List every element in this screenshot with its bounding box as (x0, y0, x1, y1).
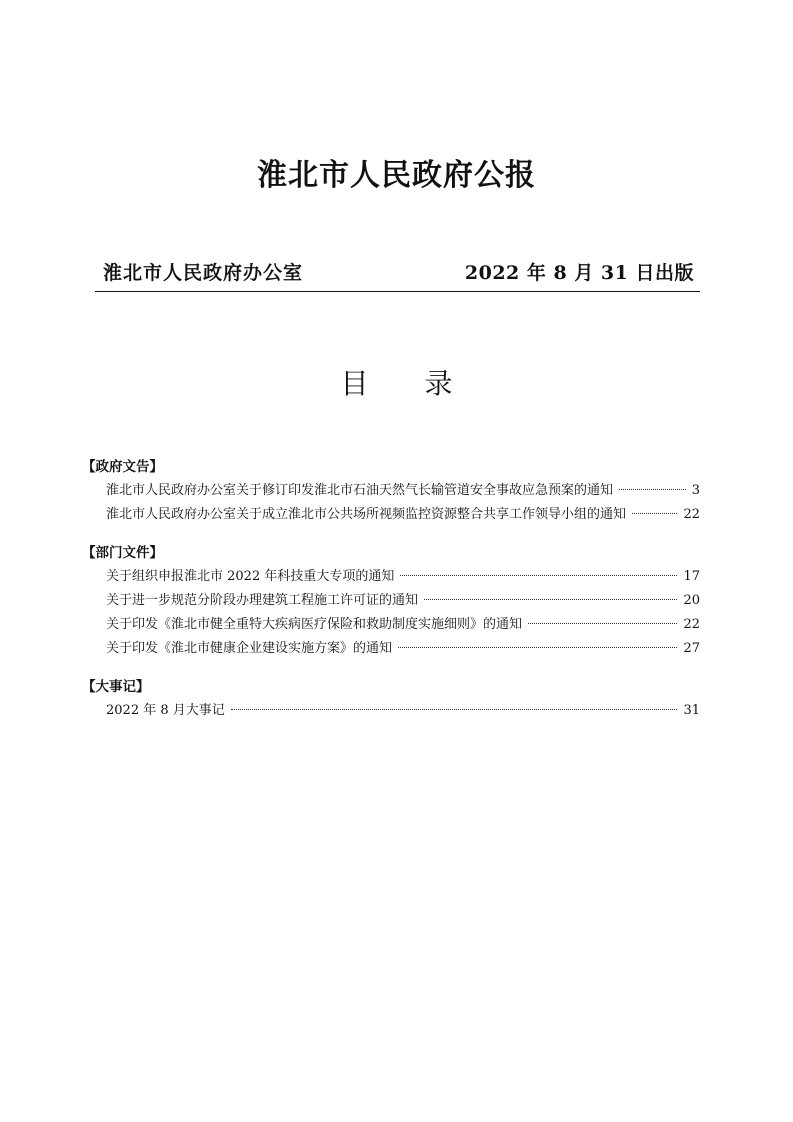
dot-leader (528, 623, 677, 624)
section-title: 【部门文件】 (82, 545, 163, 561)
publisher-name: 淮北市人民政府办公室 (103, 262, 304, 284)
dot-leader (400, 575, 677, 576)
entry-title: 关于印发《淮北市健康企业建设实施方案》的通知 (106, 641, 393, 656)
entry-title: 2022 年 8 月大事记 (106, 703, 225, 718)
toc-entry[interactable] (82, 481, 700, 505)
entry-page-number: 22 (683, 617, 700, 632)
dot-leader (632, 513, 677, 514)
entry-title: 淮北市人民政府办公室关于修订印发淮北市石油天然气长输管道安全事故应急预案的通知 (106, 483, 614, 498)
toc-entry[interactable] (82, 615, 700, 639)
section-title: 【政府文告】 (82, 459, 163, 475)
toc-entry[interactable] (82, 505, 700, 529)
toc-section-government (82, 457, 700, 529)
dot-leader (398, 647, 677, 648)
table-of-contents (82, 457, 700, 739)
toc-entry[interactable] (82, 639, 700, 663)
entry-page-number: 27 (683, 641, 700, 656)
entry-title: 关于进一步规范分阶段办理建筑工程施工许可证的通知 (106, 593, 419, 608)
masthead (95, 257, 700, 292)
dot-leader (424, 599, 677, 600)
toc-section-departments (82, 543, 700, 663)
dot-leader (231, 709, 678, 710)
entry-title: 淮北市人民政府办公室关于成立淮北市公共场所视频监控资源整合共享工作领导小组的通知 (106, 507, 627, 522)
toc-entry[interactable] (82, 567, 700, 591)
entry-page-number: 3 (691, 483, 700, 498)
dot-leader (619, 489, 686, 490)
entry-title: 关于组织申报淮北市 2022 年科技重大专项的通知 (106, 569, 395, 584)
entry-page-number: 31 (683, 703, 700, 718)
section-title: 【大事记】 (82, 679, 150, 695)
publication-date: 2022 年 8 月 31 日出版 (464, 262, 694, 284)
toc-entry[interactable] (82, 701, 700, 725)
journal-title: 淮北市人民政府公报 (257, 158, 536, 193)
entry-page-number: 17 (683, 569, 700, 584)
toc-heading: 目录 (340, 367, 509, 400)
entry-page-number: 22 (683, 507, 700, 522)
entry-title: 关于印发《淮北市健全重特大疾病医疗保险和救助制度实施细则》的通知 (106, 617, 523, 632)
toc-entry[interactable] (82, 591, 700, 615)
toc-section-chronicle (82, 677, 700, 725)
entry-page-number: 20 (683, 593, 700, 608)
